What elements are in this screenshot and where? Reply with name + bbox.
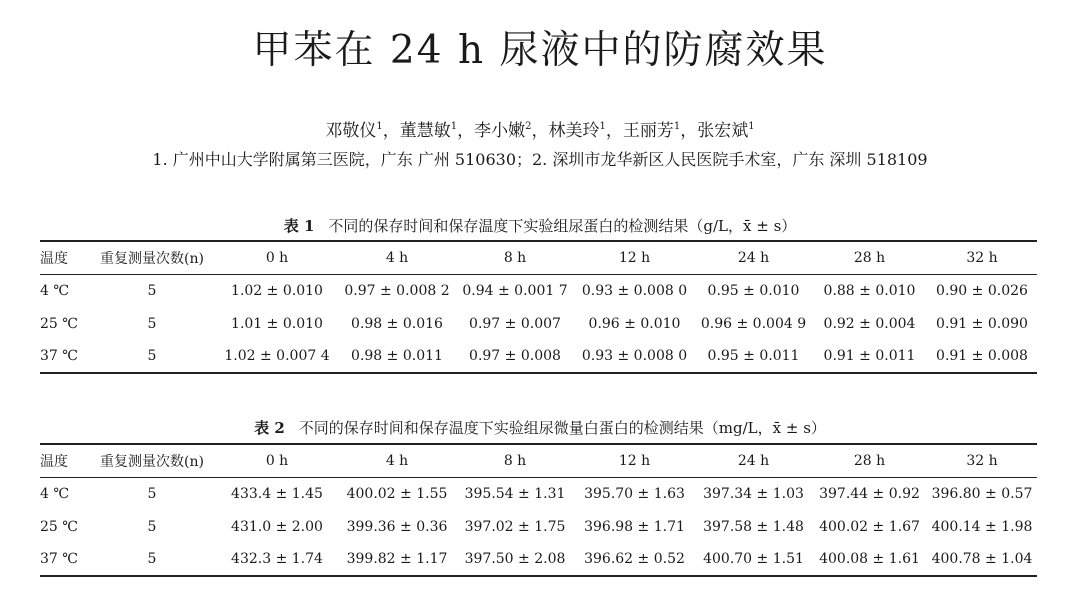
result-cell: 0.91 ± 0.008 [927, 340, 1037, 374]
table-row [40, 307, 1037, 340]
result-cell: 0.90 ± 0.026 [936, 283, 1028, 300]
result-cell: 0.92 ± 0.004 [823, 315, 916, 332]
author-list [0, 114, 1080, 144]
column-header: 28 h [812, 444, 927, 477]
table-header-row [40, 241, 1037, 274]
result-cell: 400.02 ± 1.67 [819, 518, 920, 535]
result-cell: 400.70 ± 1.51 [695, 543, 812, 577]
repeat-count-cell: 5 [147, 518, 157, 535]
column-header: 重复测量次数(n) [88, 241, 216, 274]
column-header: 0 h [216, 444, 338, 477]
column-header: 12 h [574, 241, 695, 274]
column-header: 32 h [927, 241, 1037, 274]
result-cell: 397.58 ± 1.48 [703, 518, 804, 535]
column-header: 24 h [695, 444, 812, 477]
table-row [40, 510, 1037, 543]
column-header: 12 h [574, 444, 695, 477]
author-affiliation-mark: 2 [525, 121, 532, 132]
result-cell: 395.70 ± 1.63 [584, 486, 685, 503]
result-cell: 396.80 ± 0.57 [931, 486, 1033, 503]
column-header: 温度 [40, 241, 88, 274]
repeat-count-cell: 5 [147, 315, 157, 332]
repeat-count-cell: 5 [147, 283, 157, 300]
column-header: 温度 [40, 444, 88, 477]
author-affiliation-mark: 1 [450, 121, 458, 132]
result-cell: 397.44 ± 0.92 [819, 486, 920, 503]
author-affiliation-mark: 1 [673, 121, 681, 132]
column-header: 8 h [456, 241, 574, 274]
table-1 [40, 240, 1037, 374]
table-1-label: 表 1 [283, 217, 315, 235]
author-affiliation-mark: 1 [748, 121, 755, 132]
result-cell: 0.95 ± 0.010 [707, 283, 800, 300]
repeat-count-cell: 5 [88, 340, 216, 374]
author-affiliation-mark: 1 [599, 121, 606, 132]
result-cell: 1.02 ± 0.010 [231, 283, 323, 300]
result-cell: 0.98 ± 0.011 [338, 340, 456, 374]
result-cell: 0.97 ± 0.008 [456, 340, 574, 374]
result-cell: 397.02 ± 1.75 [464, 518, 566, 535]
author-separator: ， [531, 121, 549, 141]
table-1-caption [0, 215, 1080, 237]
temperature-cell: 4 ℃ [40, 486, 70, 503]
table-row [40, 477, 1037, 510]
table-2-caption-text: 不同的保存时间和保存温度下实验组尿微量白蛋白的检测结果（mg/L，x̄ ± s） [298, 419, 826, 437]
column-header: 4 h [338, 241, 456, 274]
result-cell: 395.54 ± 1.31 [464, 486, 566, 503]
result-cell: 0.95 ± 0.011 [695, 340, 812, 374]
result-cell: 0.91 ± 0.090 [936, 315, 1028, 332]
repeat-count-cell: 5 [88, 543, 216, 577]
result-cell: 0.96 ± 0.004 9 [700, 315, 807, 332]
table-row [40, 340, 1037, 374]
result-cell: 400.08 ± 1.61 [812, 543, 927, 577]
column-header: 24 h [695, 241, 812, 274]
column-header: 4 h [338, 444, 456, 477]
column-header: 8 h [456, 444, 574, 477]
result-cell: 0.88 ± 0.010 [823, 283, 916, 300]
article-title: 甲苯在 24 h 尿液中的防腐效果 [252, 28, 828, 73]
author-name: 王丽芳 [622, 121, 674, 141]
table-row [40, 274, 1037, 307]
table-2-label: 表 2 [254, 419, 285, 437]
result-cell: 431.0 ± 2.00 [231, 518, 323, 535]
temperature-cell: 25 ℃ [40, 315, 78, 332]
temperature-cell: 4 ℃ [40, 283, 70, 300]
table-header-row [40, 444, 1037, 477]
table-2-caption [0, 417, 1080, 439]
result-cell: 432.3 ± 1.74 [216, 543, 338, 577]
result-cell: 0.93 ± 0.008 0 [574, 340, 695, 374]
result-cell: 0.94 ± 0.001 7 [462, 283, 568, 300]
result-cell: 400.78 ± 1.04 [927, 543, 1037, 577]
result-cell: 0.93 ± 0.008 0 [581, 283, 688, 300]
column-header: 0 h [216, 241, 338, 274]
result-cell: 1.02 ± 0.007 4 [216, 340, 338, 374]
temperature-cell: 37 ℃ [40, 543, 88, 577]
result-cell: 433.4 ± 1.45 [231, 486, 323, 503]
author-name: 林美玲 [548, 121, 600, 141]
result-cell: 396.62 ± 0.52 [574, 543, 695, 577]
result-cell: 399.82 ± 1.17 [338, 543, 456, 577]
table-row [40, 543, 1037, 577]
result-cell: 399.36 ± 0.36 [346, 518, 448, 535]
author-name: 董慧敏 [399, 121, 451, 141]
table-2 [40, 443, 1037, 577]
author-affiliation-mark: 1 [376, 121, 383, 132]
result-cell: 0.96 ± 0.010 [588, 315, 681, 332]
result-cell: 0.98 ± 0.016 [351, 315, 443, 332]
result-cell: 1.01 ± 0.010 [231, 315, 323, 332]
column-header: 32 h [927, 444, 1037, 477]
temperature-cell: 37 ℃ [40, 340, 88, 374]
result-cell: 0.97 ± 0.008 2 [344, 283, 450, 300]
author-name: 邓敬仪 [325, 121, 377, 141]
author-separator: ， [457, 121, 475, 141]
table-1-caption-text: 不同的保存时间和保存温度下实验组尿蛋白的检测结果（g/L，x̄ ± s） [328, 217, 797, 235]
result-cell: 397.50 ± 2.08 [456, 543, 574, 577]
column-header: 重复测量次数(n) [88, 444, 216, 477]
author-separator: ， [605, 121, 623, 141]
affiliation: 1. 广州中山大学附属第三医院，广东 广州 510630；2. 深圳市龙华新区人民医院手术室，广东 深圳 518109 [152, 150, 928, 169]
result-cell: 400.02 ± 1.55 [346, 486, 448, 503]
result-cell: 0.91 ± 0.011 [812, 340, 927, 374]
author-name: 李小嫩 [474, 121, 526, 141]
author-separator: ， [680, 121, 698, 141]
result-cell: 0.97 ± 0.007 [469, 315, 561, 332]
author-name: 张宏斌 [697, 121, 749, 141]
result-cell: 400.14 ± 1.98 [931, 518, 1033, 535]
temperature-cell: 25 ℃ [40, 518, 78, 535]
author-separator: ， [382, 121, 400, 141]
repeat-count-cell: 5 [147, 486, 157, 503]
result-cell: 397.34 ± 1.03 [703, 486, 804, 503]
result-cell: 396.98 ± 1.71 [584, 518, 685, 535]
column-header: 28 h [812, 241, 927, 274]
